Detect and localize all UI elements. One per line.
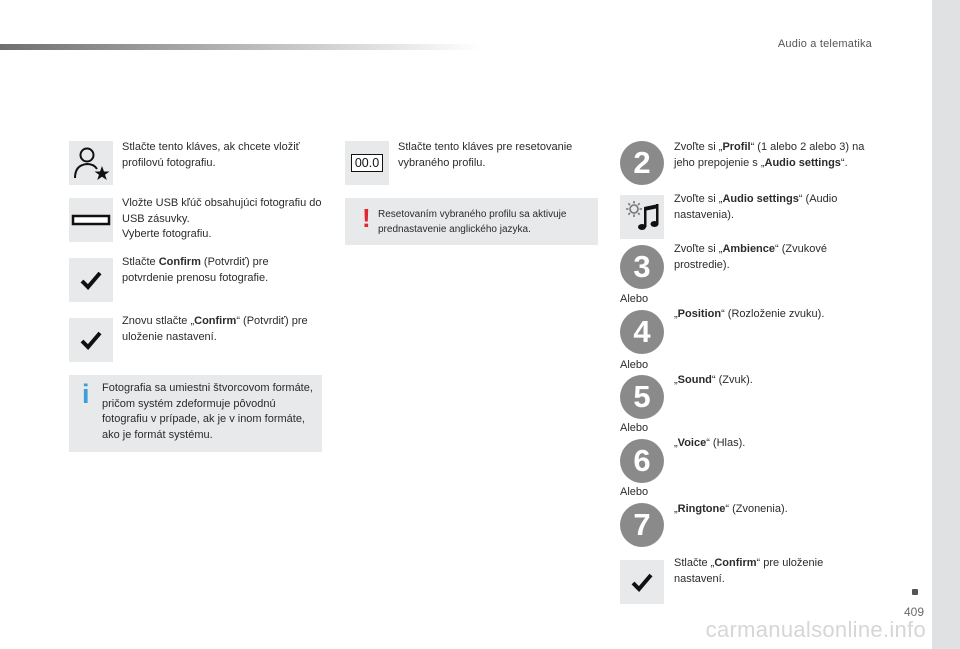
checkmark-icon — [69, 318, 113, 362]
step-number-7: 7 — [620, 503, 664, 547]
checkmark-icon — [620, 560, 664, 604]
confirm-label: Confirm — [158, 256, 201, 268]
warning-icon: ! — [362, 203, 371, 233]
reset-counter-icon — [345, 141, 389, 185]
step-4-text: „Position“ (Rozloženie zvuku). — [674, 308, 825, 320]
section-title: Audio a telematika — [777, 38, 872, 50]
step-number-4: 4 — [620, 310, 664, 354]
warning-note — [345, 198, 598, 245]
alebo-label: Alebo — [620, 422, 649, 434]
info-note-text: Fotografia sa umiestni štvorcovom formáte, pričom systém zdeformuje pôvodnú fotografiu v prípade, ak je v inom formáte, ako je formát systému. — [102, 382, 313, 441]
alebo-label: Alebo — [620, 359, 649, 371]
left-row-3-text: Stlačte Confirm (Potvrdiť) pre potvrdenie prenosu fotografie. — [122, 256, 269, 284]
reset-text: Stlačte tento kláves pre resetovanie vybraného profilu. — [398, 141, 573, 169]
warning-note-text: Resetovaním vybraného profilu sa aktivuje prednastavenie anglického jazyka. — [378, 209, 567, 235]
usb-bar-icon — [69, 198, 113, 242]
left-row-1-text: Stlačte tento kláves, ak chcete vložiť profilovú fotografiu. — [122, 141, 300, 169]
step-5-text: „Sound“ (Zvuk). — [674, 374, 753, 386]
page-number: 409 — [903, 605, 924, 619]
info-note — [69, 375, 322, 452]
step-number-5: 5 — [620, 375, 664, 419]
page-side-strip — [932, 0, 960, 649]
step-number-6: 6 — [620, 439, 664, 483]
step-2-text: Zvoľte si „Profil“ (1 alebo 2 alebo 3) na jeho prepojenie s „Audio settings“. — [674, 141, 865, 169]
step-7-text: „Ringtone“ (Zvonenia). — [674, 503, 788, 515]
header-gradient-bar — [0, 44, 480, 50]
step-number-2: 2 — [620, 141, 664, 185]
gear-music-icon — [620, 195, 664, 239]
reset-counter-label: 00.0 — [351, 154, 383, 172]
user-star-icon — [69, 141, 113, 185]
left-row-4-text: Znovu stlačte „Confirm“ (Potvrdiť) pre uloženie nastavení. — [122, 315, 308, 343]
page-marker — [912, 589, 918, 595]
info-icon: i — [82, 379, 90, 409]
step-number-3: 3 — [620, 245, 664, 289]
watermark: carmanualsonline.info — [705, 617, 926, 642]
left-row-2-text: Vložte USB kľúč obsahujúci fotografiu do USB zásuvky. Vyberte fotografiu. — [122, 197, 322, 240]
confirm-label: Confirm — [194, 315, 237, 327]
alebo-label: Alebo — [620, 486, 649, 498]
audio-settings-text: Zvoľte si „Audio settings“ (Audio nastavenia). — [674, 193, 838, 221]
alebo-label: Alebo — [620, 293, 649, 305]
step-3-text: Zvoľte si „Ambience“ (Zvukové prostredie). — [674, 243, 827, 271]
final-confirm-text: Stlačte „Confirm“ pre uloženie nastavení. — [674, 557, 824, 585]
step-6-text: „Voice“ (Hlas). — [674, 437, 746, 449]
checkmark-icon — [69, 258, 113, 302]
